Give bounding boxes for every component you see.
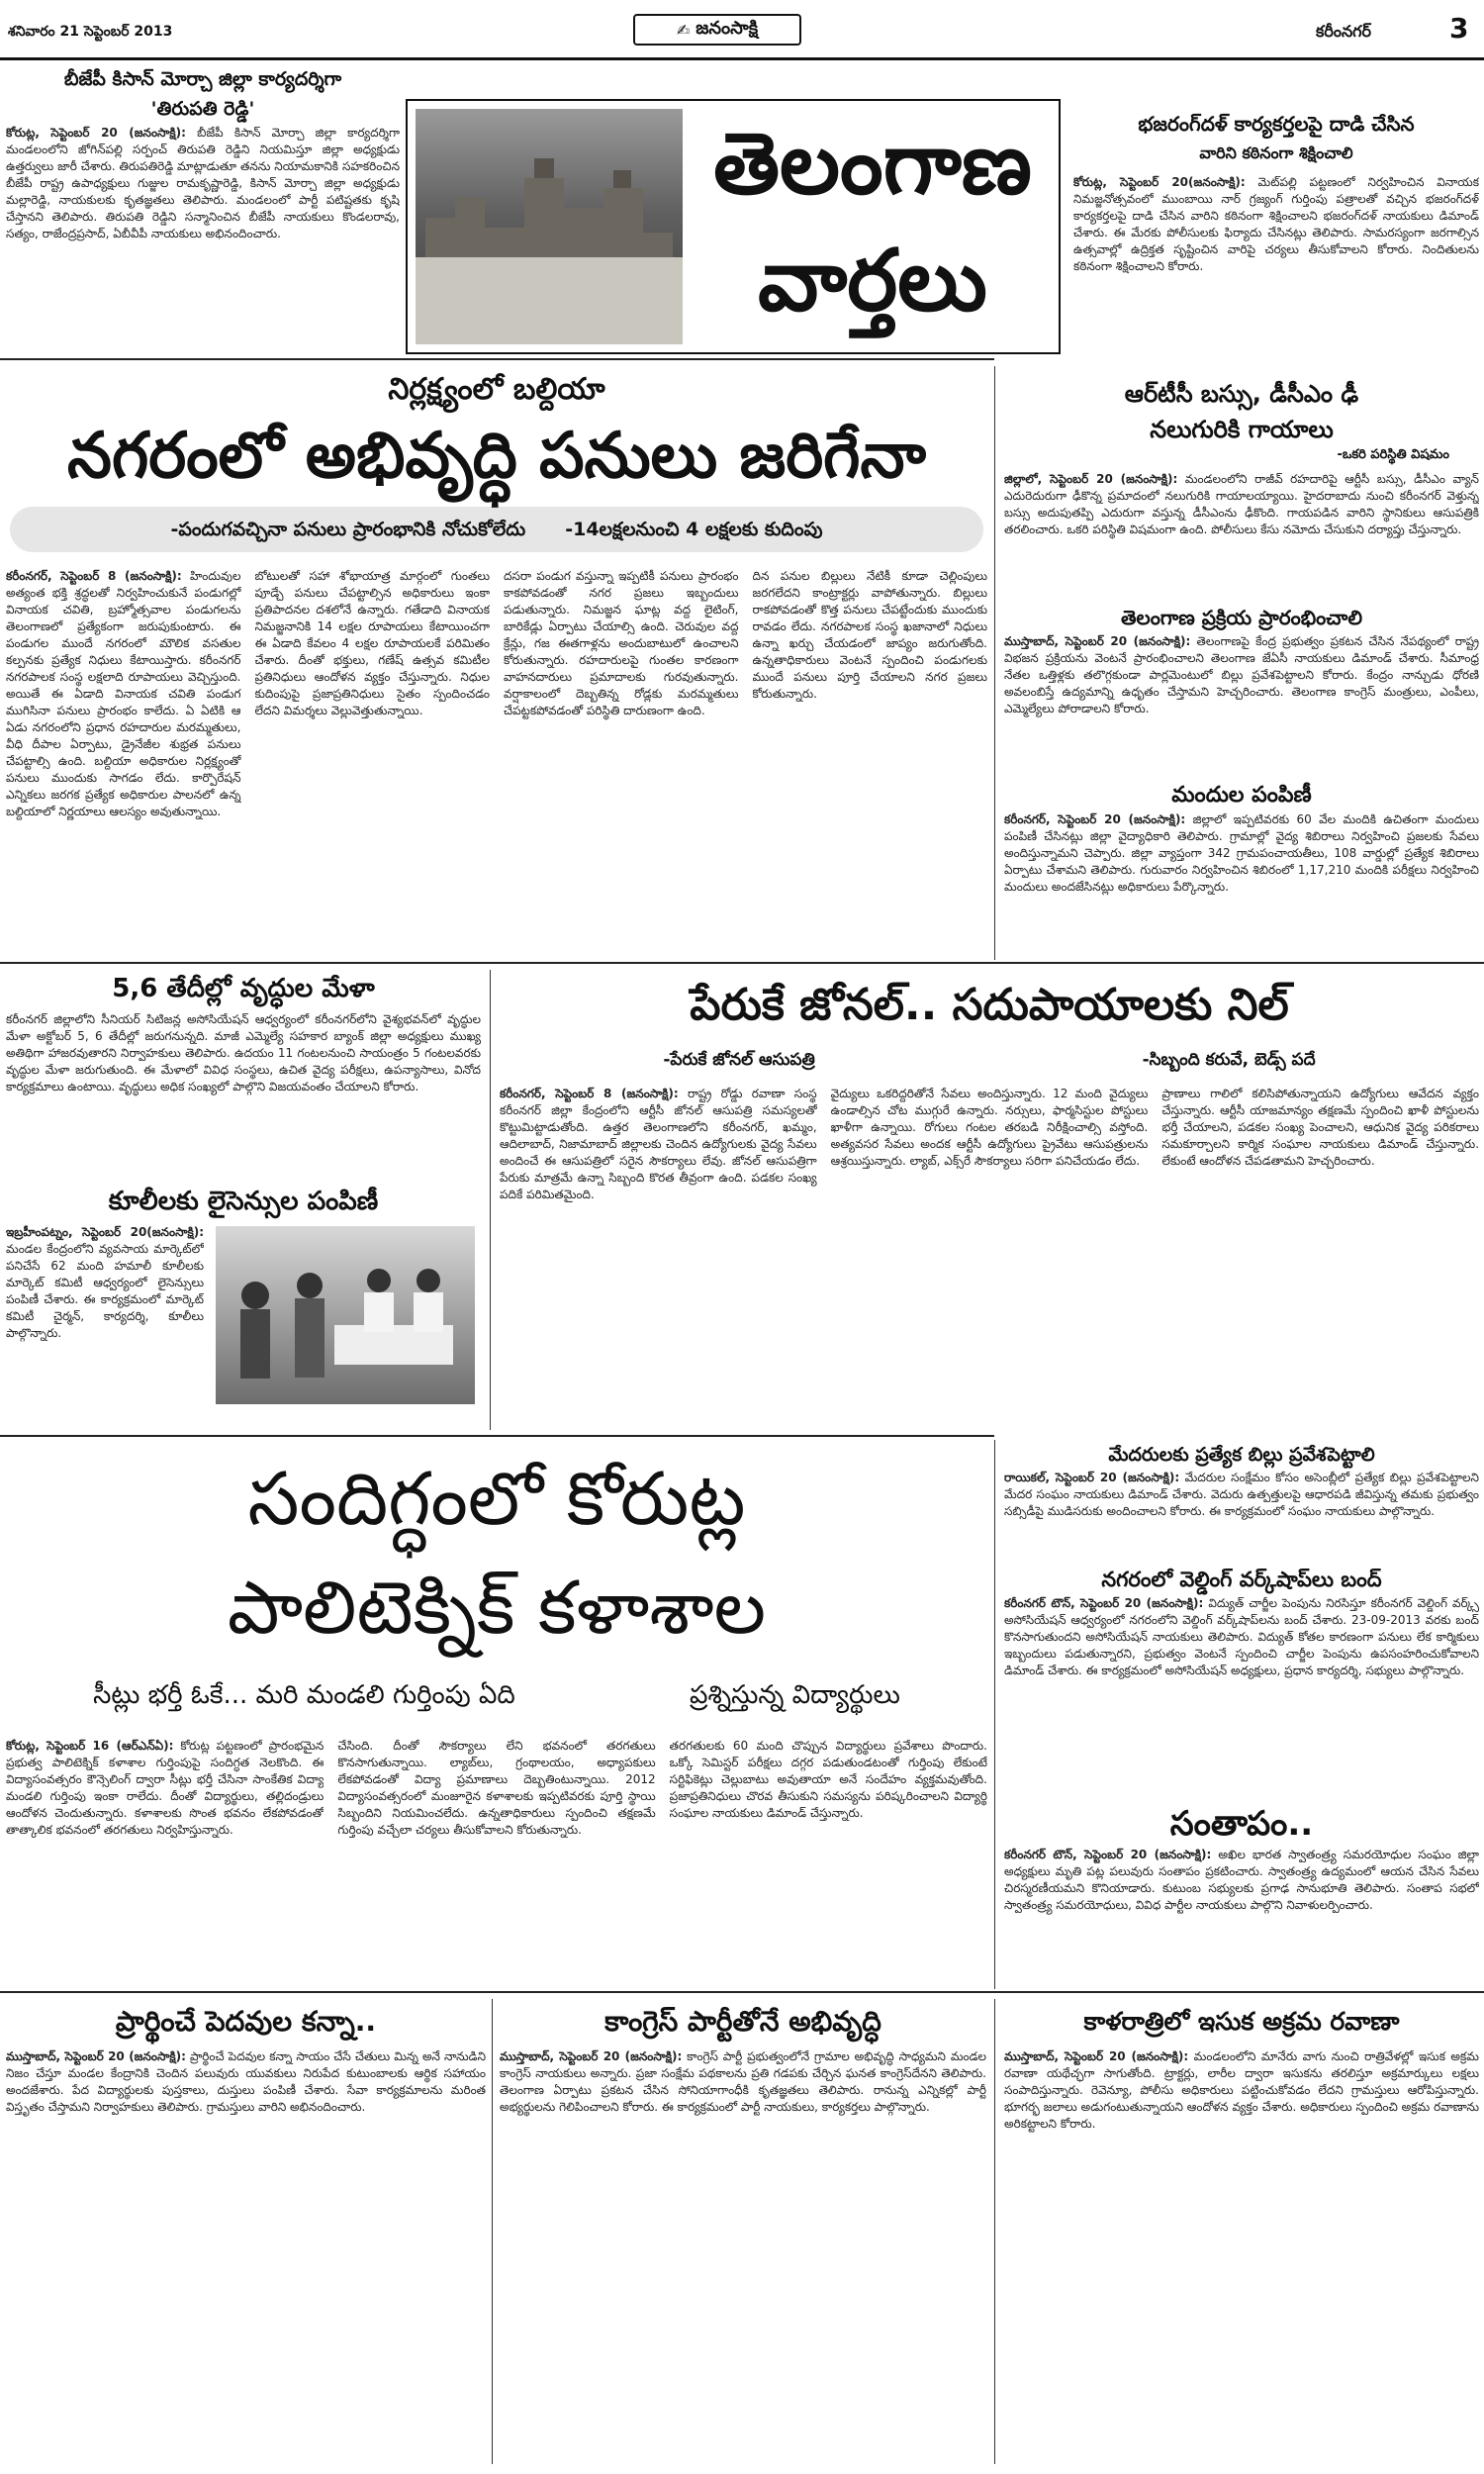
sand-text: మండలంలోని మానేరు వాగు నుంచి రాత్రివేళల్లో ఇసుక అక్రమ రవాణా యథేచ్ఛగా సాగుతోంది. ట్రాక్టర్లు, లారీల ద్వారా ఇసుకను తరలిస్తూ అక్రమార్కులు లక్షలు సంపాదిస్తున్నారు. రెవెన్యూ, పోలీసు అధికారులు పట్టించుకోవడం లేదని గ్రామస్తులు ఆరోపిస్తున్నారు. భూగర్భ జలాలు అడుగంటుతున్నాయని ఆందోళన వ్యక్తం చేశారు. అధికారులు స్పందించి అక్రమ రవాణాను అరికట్టాలని కోరారు. bbox=[1004, 2049, 1479, 2131]
zonal-sub-2: -సిబ్బంది కరువే, బెడ్స్ పదే bbox=[1142, 1050, 1316, 1070]
process-body bbox=[1004, 633, 1479, 770]
sand-dateline: ముస్తాబాద్, సెప్టెంబర్ 20 (జనంసాక్షి): bbox=[1004, 2049, 1189, 2063]
article-kisan bbox=[6, 65, 400, 337]
column-rule-left bbox=[490, 970, 491, 1430]
column-rule-bottom-2 bbox=[994, 1999, 995, 2464]
licenses-headline: కూలీలకు లైసెన్సుల పంపిణీ bbox=[108, 1187, 379, 1216]
mandula-headline: మందుల పంపిణీ bbox=[1171, 783, 1312, 808]
welding-body bbox=[1004, 1595, 1479, 1791]
section-rule-2 bbox=[0, 962, 1484, 964]
header-edition: కరీంనగర్ bbox=[1316, 22, 1372, 41]
column-rule-right-lower bbox=[994, 1440, 995, 1989]
article-santapam bbox=[1004, 1801, 1479, 1989]
article-polytechnic bbox=[6, 1445, 987, 1984]
santapam-dateline: కరీంనగర్ టౌన్, సెప్టెంబర్ 20 (జనంసాక్షి): bbox=[1004, 1848, 1212, 1861]
licenses-photo bbox=[216, 1226, 475, 1404]
section-rule-3 bbox=[0, 1435, 994, 1437]
article-bhajrang bbox=[1073, 109, 1479, 371]
medara-dateline: రాయికల్, సెప్టెంబర్ 20 (జనంసాక్షి): bbox=[1004, 1471, 1180, 1484]
polytechnic-sub-2: ప్రశ్నిస్తున్న విద్యార్థులు bbox=[689, 1680, 900, 1710]
congress-dateline: ముస్తాబాద్, సెప్టెంబర్ 20 (జనంసాక్షి): bbox=[500, 2049, 683, 2063]
mandula-body bbox=[1004, 811, 1479, 950]
article-licenses bbox=[6, 1183, 481, 1425]
welding-dateline: కరీంనగర్ టౌన్, సెప్టెంబర్ 20 (జనంసాక్షి): bbox=[1004, 1596, 1204, 1610]
section-rule-4 bbox=[0, 1991, 1484, 1993]
polytechnic-col-1-text: కోరుట్ల పట్టణంలో ప్రారంభమైన ప్రభుత్వ పాలిటెక్నిక్ కళాశాల గుర్తింపుపై సందిగ్ధత నెలకొంది. ఈ విద్యాసంవత్సరం కౌన్సెలింగ్ ద్వారా సీట్లు భర్తీ చేసినా సాంకేతిక విద్యా మండలి గుర్తింపు ఇంకా రాలేదు. దీంతో విద్యార్థులు, తల్లిదండ్రులు ఆందోళన చెందుతున్నారు. కళాశాలకు సొంత భవనం లేకపోవడంతో తాత్కాలిక భవనంలో తరగతులు నిర్వహిస్తున్నారు. bbox=[6, 1739, 325, 1837]
licenses-body bbox=[6, 1224, 204, 1417]
header-date: శనివారం 21 సెప్టెంబర్ 2013 bbox=[8, 24, 173, 40]
main-story bbox=[6, 368, 987, 960]
elders-headline: 5,6 తేదీల్లో వృద్ధుల మేళా bbox=[112, 974, 375, 1003]
main-subhead-bar bbox=[10, 507, 983, 552]
article-telangana-process bbox=[1004, 602, 1479, 775]
kisan-dateline: కోరుట్ల, సెప్టెంబర్ 20 (జనంసాక్షి): bbox=[6, 126, 186, 140]
article-zonal bbox=[500, 975, 1479, 1430]
bhajrang-headline: భజరంగ్‌దళ్ కార్యకర్తలపై దాడి చేసిన bbox=[1138, 112, 1415, 136]
page-header bbox=[0, 0, 1484, 59]
polytechnic-dateline: కోరుట్ల, సెప్టెంబర్ 16 (ఆర్ఎన్ఏ): bbox=[6, 1739, 174, 1753]
column-rule-bottom-1 bbox=[492, 1999, 493, 2464]
process-dateline: ముస్తాబాద్, సెప్టెంబర్ 20 (జనంసాక్షి): bbox=[1004, 634, 1191, 648]
mandula-dateline: కరీంనగర్, సెప్టెంబర్ 20 (జనంసాక్షి): bbox=[1004, 812, 1186, 826]
poor-body bbox=[6, 2048, 486, 2459]
zonal-headline: పేరుకే జోనల్.. సదుపాయాలకు నిల్ bbox=[690, 980, 1289, 1030]
licenses-text: మండల కేంద్రంలోని వ్యవసాయ మార్కెట్‌లో పనిచేసే 62 మంది హమాలీ కూలీలకు మార్కెట్ కమిటీ ఆధ్వర్యంలో లైసెన్సులు పంపిణీ చేశారు. ఈ కార్యక్రమంలో మార్కెట్ కమిటీ చైర్మన్, కార్యదర్శి, కూలీలు పాల్గొన్నారు. bbox=[6, 1242, 204, 1340]
rtc-body bbox=[1004, 471, 1479, 580]
bhajrang-headline-2: వారిని కఠినంగా శిక్షించాలి bbox=[1199, 143, 1353, 162]
rtc-text: మండలంలోని రాజీవ్ రహదారిపై ఆర్టీసీ బస్సు, డీసీఎం వ్యాన్ ఎదురెదురుగా ఢీకొన్న ప్రమాదంలో నలుగురికి గాయాలయ్యాయి. హైదరాబాదు నుంచి కరీంనగర్ వెళ్తున్న బస్సు అదుపుతప్పి ఎదురుగా వస్తున్న డీసీఎంను ఢీకొంది. గాయపడిన వారిని స్థానికులు ఆసుపత్రికి తరలించారు. ఒకరి పరిస్థితి విషమంగా ఉంది. పోలీసులు కేసు నమోదు చేసుకుని దర్యాప్తు చేస్తున్నారు. bbox=[1004, 472, 1479, 536]
banner-title bbox=[690, 106, 1056, 349]
main-subhead-2: -14లక్షలనుంచి 4 లక్షలకు కుదింపు bbox=[565, 519, 823, 540]
kisan-body bbox=[6, 125, 400, 328]
welding-text: విద్యుత్ చార్జీల పెంపును నిరసిస్తూ కరీంనగర్ వెల్డింగ్ వర్క్స్ అసోసియేషన్ ఆధ్వర్యంలో నగరంలోని వెల్డింగ్ వర్క్‌షాప్‌లను బంద్ చేశారు. 23-09-2013 వరకు బంద్ కొనసాగుతుందని అసోసియేషన్ నాయకులు తెలిపారు. విద్యుత్ కోతల కారణంగా పనులు లేక కార్మికులు ఇబ్బందులు పడుతున్నారని, ప్రభుత్వం వెంటనే స్పందించి చార్జీల పెంపును ఉపసంహరించుకోవాలని డిమాండ్ చేశారు. ఈ కార్యక్రమంలో అసోసియేషన్ అధ్యక్షులు, ప్రధాన కార్యదర్శి, సభ్యులు పాల్గొన్నారు. bbox=[1004, 1596, 1479, 1677]
poor-dateline: ముస్తాబాద్, సెప్టెంబర్ 20 (జనంసాక్షి): bbox=[6, 2049, 186, 2063]
polytechnic-col-3: తరగతులకు 60 మంది చొప్పున విద్యార్థులు ప్రవేశాలు పొందారు. ఒక్కో సెమిస్టర్ పరీక్షలు దగ్గర పడుతుండటంతో గుర్తింపు లేకుంటే సర్టిఫికెట్లు చెల్లుబాటు అవుతాయా అనే సందేహం వ్యక్తమవుతోంది. ప్రజాప్రతినిధులు చొరవ తీసుకుని సమస్యను పరిష్కరించాలని విద్యార్థి సంఘాల నాయకులు డిమాండ్ చేస్తున్నారు. bbox=[669, 1739, 987, 1820]
sand-body bbox=[1004, 2048, 1479, 2459]
column-rule-right bbox=[994, 366, 995, 960]
rtc-headline: ఆర్‌టీసీ బస్సు, డీసీఎం ఢీ bbox=[1124, 380, 1359, 408]
main-subhead-1: -పందుగవచ్చినా పనులు ప్రారంభానికి నోచుకోలేదు bbox=[170, 519, 526, 540]
main-headline: నగరంలో అభివృద్ధి పనులు జరిగేనా bbox=[67, 420, 926, 493]
zonal-col-1-text: రాష్ట్ర రోడ్డు రవాణా సంస్థ కరీంనగర్ జిల్లా కేంద్రంలోని ఆర్టీసీ జోనల్ ఆసుపత్రి సమస్యలతో కొట్టుమిట్టాడుతోంది. ఉత్తర తెలంగాణలోని కరీంనగర్, ఖమ్మం, ఆదిలాబాద్, నిజామాబాద్ జిల్లాలకు చెందిన ఉద్యోగులకు వైద్య సేవలు అందించే ఈ ఆసుపత్రిలో సరైన సౌకర్యాలు లేవు. జోనల్ ఆసుపత్రిగా పేరుకు మాత్రమే ఉన్నా సిబ్బంది కొరత తీవ్రంగా ఉంది. పడకల సంఖ్య పదికే పరిమితమైంది. bbox=[500, 1087, 817, 1201]
article-congress bbox=[500, 2001, 986, 2466]
banner-line2: వార్తలు bbox=[758, 232, 987, 331]
banner-line1: తెలంగాణ bbox=[713, 115, 1032, 214]
main-col-3: దసరా పండుగ వస్తున్నా ఇప్పటికీ పనులు ప్రారంభం కాకపోవడంతో నగర ప్రజలు ఇబ్బందులు పడుతున్నారు. నిమజ్జన ఘాట్ల వద్ద లైటింగ్, బారికేడ్లు ఏర్పాటు చేయాల్సి ఉంది. చెరువుల వద్ద క్రేన్లు, గజ ఈతగాళ్లను అందుబాటులో ఉంచాలని కోరుతున్నారు. రహదారులపై గుంతల కారణంగా వాహనదారులు ప్రమాదాలకు గురవుతున్నారు. వర్షాకాలంలో దెబ్బతిన్న రోడ్లకు మరమ్మతులు చేపట్టకపోవడంతో పరిస్థితి దారుణంగా ఉంది. bbox=[504, 569, 739, 717]
fort-photo bbox=[416, 109, 683, 344]
medara-body bbox=[1004, 1470, 1479, 1555]
section-rule-1 bbox=[0, 358, 994, 360]
article-rtc bbox=[1004, 376, 1479, 594]
bhajrang-dateline: కోరుట్ల, సెప్టెంబర్ 20(జనంసాక్షి): bbox=[1073, 175, 1246, 189]
poor-text: ప్రార్థించే పెదవుల కన్నా సాయం చేసే చేతులు మిన్న అనే నానుడిని నిజం చేస్తూ మండల కేంద్రానికి చెందిన పలువురు యువకులు నిరుపేద కుటుంబాలకు ఆర్థిక సహాయం అందజేశారు. పేద విద్యార్థులకు పుస్తకాలు, దుస్తులు పంపిణీ చేశారు. సేవా కార్యక్రమాలను మరింత విస్తృతం చేస్తామని నిర్వాహకులు తెలిపారు. గ్రామస్తులు వారిని అభినందించారు. bbox=[6, 2049, 486, 2114]
medara-headline: మేదరులకు ప్రత్యేక బిల్లు ప్రవేశపెట్టాలి bbox=[1108, 1444, 1375, 1466]
rtc-headline-2: నలుగురికి గాయాలు bbox=[1150, 416, 1334, 443]
article-elders bbox=[6, 970, 481, 1178]
polytechnic-col-1 bbox=[6, 1738, 324, 1965]
poor-headline: ప్రార్థించే పెదవుల కన్నా.. bbox=[115, 2005, 377, 2038]
medara-text: మేదరుల సంక్షేమం కోసం అసెంబ్లీలో ప్రత్యేక బిల్లు ప్రవేశపెట్టాలని మేదర సంఘం నాయకులు డిమాండ్ చేశారు. వెదురు ఉత్పత్తులపై ఆధారపడి జీవిస్తున్న తమకు ప్రభుత్వం సబ్సిడీపై ముడిసరుకు అందించాలని కోరారు. ఈ కార్యక్రమంలో సంఘం నాయకులు పాల్గొన్నారు. bbox=[1004, 1471, 1479, 1518]
header-rule bbox=[0, 57, 1484, 60]
santapam-headline: సంతాపం.. bbox=[1169, 1804, 1314, 1844]
zonal-col-1 bbox=[500, 1086, 817, 1422]
masthead-logo bbox=[633, 14, 801, 46]
main-dateline: కరీంనగర్, సెప్టెంబర్ 8 (జనంసాక్షి): bbox=[6, 569, 182, 583]
congress-body bbox=[500, 2048, 986, 2459]
fort-illustration bbox=[416, 109, 683, 344]
polytechnic-col-2: చేసింది. దీంతో సౌకర్యాలు లేని భవనంలో తరగతులు కొనసాగుతున్నాయి. ల్యాబ్‌లు, గ్రంథాలయం, అధ్యాపకులు లేకపోవడంతో విద్యా ప్రమాణాలు దెబ్బతింటున్నాయి. 2012 విద్యాసంవత్సరంలో మంజూరైన కళాశాలకు ఇప్పటివరకు పూర్తి స్థాయి సిబ్బందిని నియమించలేదు. ఉన్నతాధికారులు స్పందించి తక్షణమే గుర్తింపు వచ్చేలా చర్యలు తీసుకోవాలని కోరుతున్నారు. bbox=[337, 1739, 656, 1837]
licenses-dateline: ఇబ్రహీంపట్నం, సెప్టెంబర్ 20(జనంసాక్షి): bbox=[6, 1225, 204, 1239]
main-col-2: బోటులతో సహా శోభాయాత్ర మార్గంలో గుంతలు పూడ్చే పనులు చేపట్టాల్సిన అధికారులు ఇంకా ప్రతిపాదనల దశలోనే ఉన్నారు. గతేడాది వినాయక నిమజ్జనానికి 14 లక్షల రూపాయలు కేటాయించగా ఈ ఏడాది కేవలం 4 లక్షల రూపాయలకే పరిమితం చేశారు. దీంతో భక్తులు, గణేష్ ఉత్సవ కమిటీల ప్రతినిధులు ఆందోళన వ్యక్తం చేస్తున్నారు. నిధుల కుదింపుపై ప్రజాప్రతినిధులు సైతం స్పందించడం లేదని విమర్శలు వెల్లువెత్తుతున్నాయి. bbox=[254, 569, 490, 717]
zonal-sub-1: -పేరుకే జోనల్ ఆసుపత్రి bbox=[663, 1050, 815, 1070]
elders-body: కరీంనగర్ జిల్లాలోని సీనియర్ సిటిజన్ల అసోసియేషన్ ఆధ్వర్యంలో కరీంనగర్‌లోని వైశ్యభవన్‌లో వృద్ధుల మేళా అక్టోబర్ 5, 6 తేదీల్లో జరుగనున్నది. మాజీ ఎమ్మెల్యే సహకార బ్యాంక్ జిల్లా అధ్యక్షులు ముఖ్య అతిథిగా హాజరవుతారని నిర్వాహకులు తెలిపారు. ఉదయం 11 గంటలనుంచి సాయంత్రం 5 గంటలవరకు వృద్ధుల మేళా జరుగుతుంది. ఈ మేళాలో వివిధ సంస్థలు, ఉచిత వైద్య పరీక్షలు, ఉపన్యాసాలు, వినోద కార్యక్రమాలు ఉంటాయి. వృద్ధులు అధిక సంఖ్యలో పాల్గొని విజయవంతం చేయాలని కోరారు. bbox=[6, 1012, 481, 1094]
main-kicker: నిర్లక్ష్యంలో బల్దియా bbox=[388, 372, 605, 407]
rtc-dateline: జిల్లాలో, సెప్టెంబర్ 20 (జనంసాక్షి): bbox=[1004, 472, 1178, 486]
polytechnic-headline: సందిగ్ధంలో కోరుట్ల bbox=[247, 1457, 746, 1542]
main-col-1-text: హిందువుల అత్యంత భక్తి శ్రద్ధలతో నిర్వహించుకునే పండుగల్లో వినాయక చవితి, బ్రహ్మోత్సవాల పండుగలను తెలంగాణలో ప్రత్యేకంగా జరుపుకుంటారు. ఈ పండుగల ముందే నగరంలో మౌలిక వసతుల కల్పనకు ప్రత్యేక నిధులు కేటాయిస్తారు. కరీంనగర్ నగరపాలక సంస్థ లక్షలాది రూపాయలు వెచ్చిస్తుంది. అయితే ఈ ఏడాది వినాయక చవితి పండుగ ముగిసినా పనులు ప్రారంభం కాలేదు. ఏ ఏటికి ఆ ఏడు నగరంలోని ప్రధాన రహదారుల మరమ్మతులు, వీధి దీపాల ఏర్పాటు, డ్రైనేజీల శుభ్రత పనులు చేపట్టాల్సి ఉంది. బల్దియా అధికారుల నిర్లక్ష్యంతో పనులు ముందుకు సాగడం లేదు. కార్పొరేషన్ ఎన్నికలు జరగక ప్రత్యేక అధికారుల పాలనలో ఉన్న బల్దియాలో నిర్ణయాలు ఆలస్యం అవుతున్నాయి. bbox=[6, 569, 241, 818]
article-medara bbox=[1004, 1440, 1479, 1559]
rtc-tag: -ఒకరి పరిస్థితి విషమం bbox=[1337, 447, 1449, 462]
main-col-4: దిన పనుల బిల్లులు నేటికీ కూడా చెల్లింపులు జరగలేదని కాంట్రాక్టర్లు వాపోతున్నారు. బిల్లులు రాకపోవడంతో కొత్త పనులు చేపట్టేందుకు ముందుకు రావడం లేదు. నగరపాలక సంస్థ ఖజానాలో నిధులు ఉన్నా ఖర్చు చేయడంలో జాప్యం జరుగుతోంది. ఉన్నతాధికారులు వెంటనే స్పందించి పండుగలకు ముందే పనులు పూర్తి చేయాలని నగర ప్రజలు కోరుతున్నారు. bbox=[752, 569, 987, 701]
mandula-text: జిల్లాలో ఇప్పటివరకు 60 వేల మందికి ఉచితంగా మందులు పంపిణీ చేసినట్లు జిల్లా వైద్యాధికారి తెలిపారు. గ్రామాల్లో వైద్య శిబిరాలు నిర్వహించి ప్రజలకు సేవలు అందిస్తున్నామని చెప్పారు. జిల్లా వ్యాప్తంగా 342 గ్రామపంచాయతీలు, 108 వార్డుల్లో ప్రత్యేక శిబిరాలు ఏర్పాటు చేశామని తెలిపారు. గురువారం నిర్వహించిన శిబిరంలో 1,17,210 మందికి పరీక్షలు నిర్వహించి మందులు అందజేసినట్లు అధికారులు పేర్కొన్నారు. bbox=[1004, 812, 1479, 894]
congress-text: కాంగ్రెస్ పార్టీ ప్రభుత్వంలోనే గ్రామాల అభివృద్ధి సాధ్యమని మండల కాంగ్రెస్ నాయకులు అన్నారు. ప్రజా సంక్షేమ పథకాలను ప్రతి గడపకు చేర్చిన ఘనత కాంగ్రెస్‌దేనని తెలిపారు. తెలంగాణ ఏర్పాటు ప్రకటన చేసిన సోనియాగాంధీకి కృతజ్ఞతలు తెలిపారు. రానున్న ఎన్నికల్లో పార్టీ అభ్యర్థులను గెలిపించాలని కోరారు. ఈ కార్యక్రమంలో పార్టీ నాయకులు, కార్యకర్తలు పాల్గొన్నారు. bbox=[500, 2049, 986, 2114]
article-poor bbox=[6, 2001, 486, 2466]
kisan-text: బీజేపీ కిసాన్ మోర్చా జిల్లా కార్యదర్శిగా మండలంలోని జోగిన్‌పల్లి సర్పంచ్ తిరుపతి రెడ్డిని నియమిస్తూ జిల్లా అధ్యక్షుడు ఉత్తర్వులు జారీ చేశారు. తిరుపతిరెడ్డి మాట్లాడుతూ తనను నియామకానికి సహకరించిన బీజేపీ రాష్ట్ర ఉపాధ్యక్షులు గుజ్జుల రామకృష్ణారెడ్డి, కిసాన్ మోర్చా జిల్లా అధ్యక్షుడు మల్లారెడ్డి, నాయకులకు కృతజ్ఞతలు తెలిపారు. మండలంలో పార్టీ పటిష్టతకు కృషి చేస్తానని తెలిపారు. తిరుపతి రెడ్డిని సన్మానించిన బీజేపీ నాయకులు కొండలరావు, సత్యం, రాజేంద్రప్రసాద్, ఏబీవీపీ నాయకులు అభినందించారు. bbox=[6, 126, 400, 240]
process-headline: తెలంగాణ ప్రక్రియ ప్రారంభించాలి bbox=[1120, 606, 1363, 629]
welding-headline: నగరంలో వెల్డింగ్ వర్క్‌షాప్‌లు బంద్ bbox=[1101, 1568, 1382, 1591]
sand-headline: కాళరాత్రిలో ఇసుక అక్రమ రవాణా bbox=[1083, 2007, 1400, 2036]
main-col-1 bbox=[6, 568, 241, 934]
zonal-col-2: వైద్యులు ఒకరిద్దరితోనే సేవలు అందిస్తున్నారు. 12 మంది వైద్యులు ఉండాల్సిన చోట ముగ్గురే ఉన్నారు. నర్సులు, ఫార్మసిస్టుల పోస్టులు ఖాళీగా ఉన్నాయి. రోగులు గంటల తరబడి నిరీక్షించాల్సి వస్తోంది. అత్యవసర సేవలు అందక ఆర్టీసీ ఉద్యోగులు ప్రైవేటు ఆసుపత్రులను ఆశ్రయిస్తున్నారు. ల్యాబ్, ఎక్స్‌రే సౌకర్యాలు సరిగా పనిచేయడం లేదు. bbox=[830, 1087, 1149, 1168]
polytechnic-sub-1: సీట్లు భర్తీ ఓకే... మరి మండలి గుర్తింపు ఏది bbox=[93, 1680, 515, 1710]
article-welding bbox=[1004, 1564, 1479, 1796]
zonal-col-3: ప్రాణాలు గాలిలో కలిసిపోతున్నాయని ఉద్యోగులు ఆవేదన వ్యక్తం చేస్తున్నారు. ఆర్టీసీ యాజమాన్యం తక్షణమే స్పందించి ఖాళీ పోస్టులను భర్తీ చేయాలని, పడకల సంఖ్య పెంచాలని, ఆధునిక వైద్య పరికరాలు సమకూర్చాలని కార్మిక సంఘాల నాయకులు డిమాండ్ చేస్తున్నారు. లేకుంటే ఆందోళన చేపడతామని హెచ్చరించారు. bbox=[1161, 1087, 1480, 1168]
zonal-subheads bbox=[500, 1046, 1479, 1074]
santapam-text: అఖిల భారత స్వాతంత్ర్య సమరయోధుల సంఘం జిల్లా అధ్యక్షులు మృతి పట్ల పలువురు సంతాపం ప్రకటించారు. స్వాతంత్ర్య ఉద్యమంలో ఆయన చేసిన సేవలు చిరస్మరణీయమని కొనియాడారు. కుటుంబ సభ్యులకు ప్రగాఢ సానుభూతి తెలిపారు. సంతాప సభలో స్వాతంత్ర్య సమరయోధులు, వివిధ పార్టీల నాయకులు పాల్గొని నివాళులర్పించారు. bbox=[1004, 1848, 1479, 1912]
polytechnic-headline-2: పాలిటెక్నిక్ కళాశాల bbox=[227, 1566, 767, 1651]
santapam-body bbox=[1004, 1847, 1479, 1985]
article-sand bbox=[1004, 2001, 1479, 2466]
polytechnic-subheads bbox=[6, 1680, 987, 1716]
zonal-dateline: కరీంనగర్, సెప్టెంబర్ 8 (జనంసాక్షి): bbox=[500, 1087, 679, 1100]
bhajrang-body bbox=[1073, 174, 1479, 362]
page-number: 3 bbox=[1449, 12, 1469, 45]
article-mandula bbox=[1004, 780, 1479, 956]
licenses-photo-figures bbox=[216, 1226, 475, 1404]
telangana-news-banner bbox=[406, 99, 1061, 354]
congress-headline: కాంగ్రెస్ పార్టీతోనే అభివృద్ధి bbox=[604, 2005, 881, 2038]
kisan-headline: బీజేపీ కిసాన్ మోర్చా జిల్లా కార్యదర్శిగా bbox=[63, 68, 342, 90]
kisan-headline-name: 'తిరుపతి రెడ్డి' bbox=[150, 98, 255, 120]
logo-icon: ✍ bbox=[676, 20, 691, 40]
paper-name: జనంసాక్షి bbox=[696, 17, 759, 39]
bhajrang-text: మెట్‌పల్లి పట్టణంలో నిర్వహించిన వినాయక నిమజ్జనోత్సవంలో ముంబాయి నార్ గ్రజ్యంగ్ గుర్తింపు పత్రాలతో వచ్చిన భజరంగ్‌దళ్ కార్యకర్తలపై దాడి చేసిన వారిని కఠినంగా శిక్షించాలని భజరంగ్‌దళ్ నాయకులు డిమాండ్ చేశారు. ఈ మేరకు పోలీసులకు ఫిర్యాదు చేసినట్లు తెలిపారు. సామరస్యంగా జరగాల్సిన ఉత్సవాల్లో ఉద్రిక్తత సృష్టించిన వారిపై చర్యలు తీసుకోవాలని కోరారు. నిందితులను కఠినంగా శిక్షించాలని కోరారు. bbox=[1073, 175, 1479, 273]
process-text: తెలంగాణపై కేంద్ర ప్రభుత్వం ప్రకటన చేసిన నేపథ్యంలో రాష్ట్ర విభజన ప్రక్రియను వెంటనే ప్రారంభించాలని తెలంగాణ జేఏసీ నాయకులు డిమాండ్ చేశారు. సీమాంధ్ర నేతల ఒత్తిళ్లకు తలొగ్గకుండా పార్లమెంటులో బిల్లు ప్రవేశపెట్టాలని కోరారు. కేంద్రం నాన్చుడు ధోరణి అవలంబిస్తే ఉద్యమాన్ని ఉధృతం చేస్తామని హెచ్చరించారు. తెలంగాణ కాంగ్రెస్ మంత్రులు, ఎంపీలు, ఎమ్మెల్యేలు పోరాడాలని కోరారు. bbox=[1004, 634, 1479, 715]
